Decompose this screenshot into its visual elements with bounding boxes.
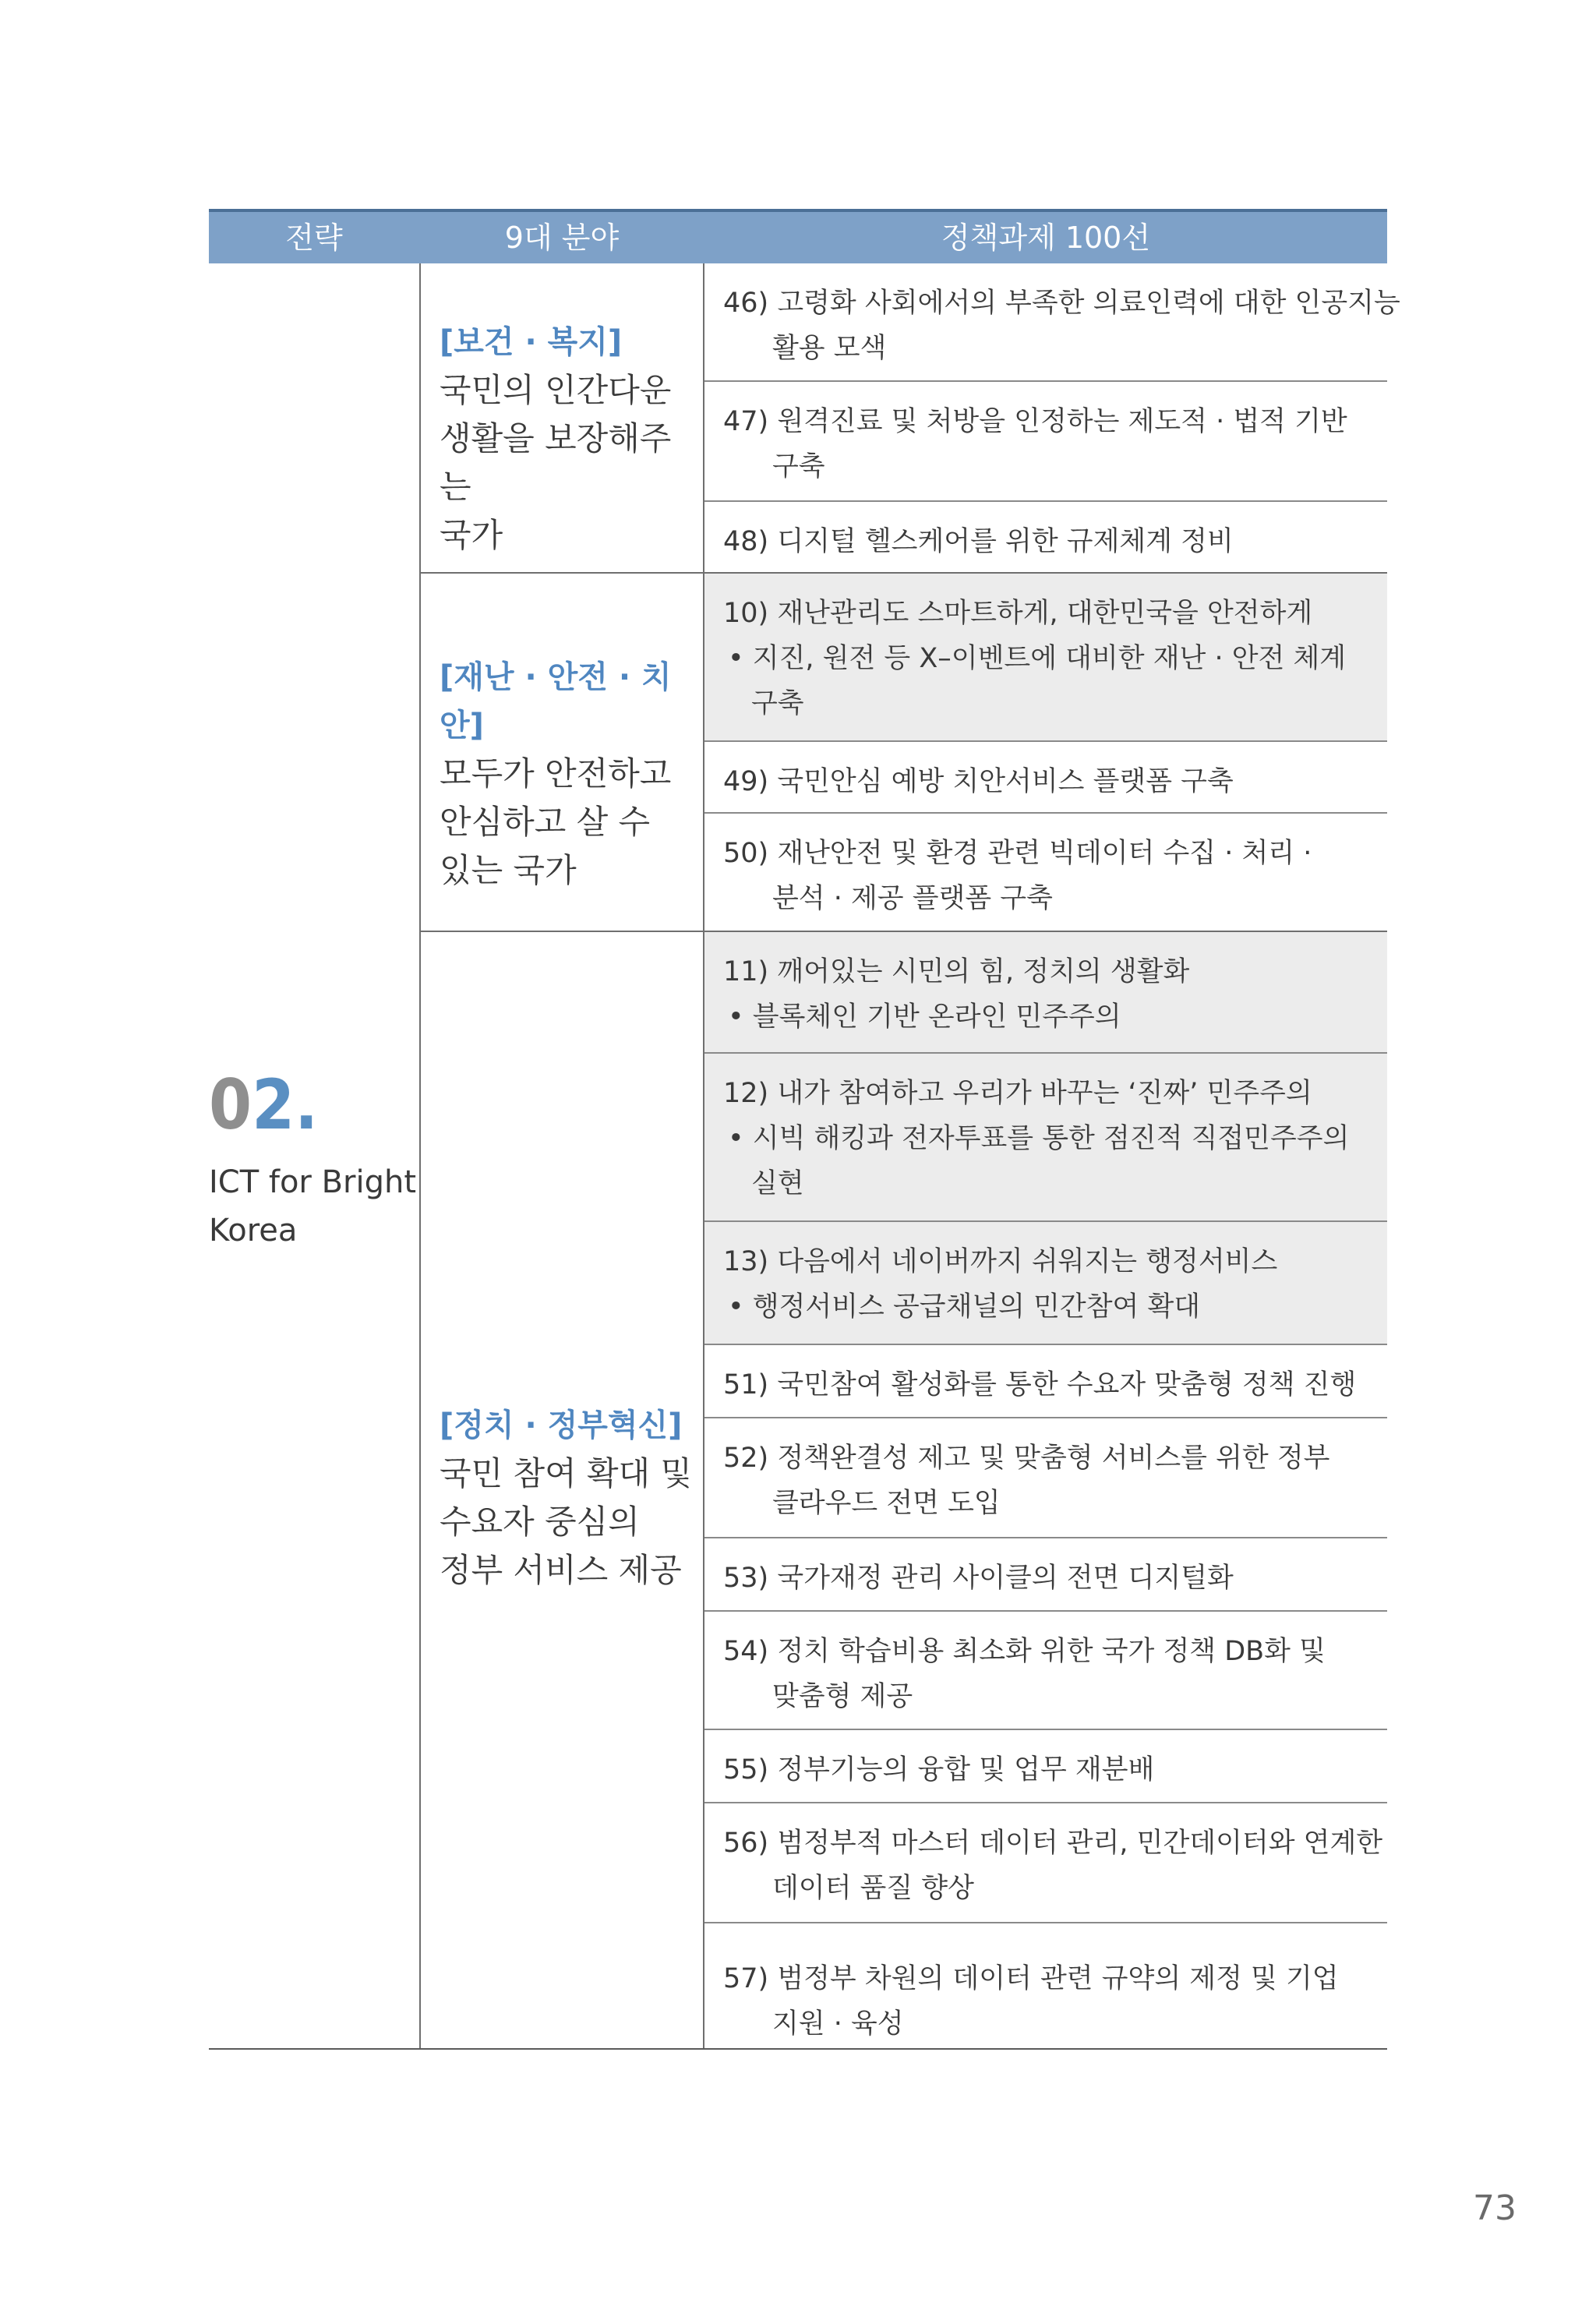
task-item: 57) 범정부 차원의 데이터 관련 규약의 제정 및 기업 지원 · 육성 xyxy=(723,1963,1339,2040)
task-item: 55) 정부기능의 융합 및 업무 재분배 xyxy=(723,1754,1155,1785)
field-desc-line: 수요자 중심의 xyxy=(440,1503,640,1541)
table-bottom-rule xyxy=(209,2048,1387,2050)
strategy-cell xyxy=(209,1066,419,1255)
field-politics-gov xyxy=(440,1401,701,1595)
header-strategy: 전략 xyxy=(285,221,343,255)
field-divider xyxy=(421,931,704,932)
task-item: 48) 디지털 헬스케어를 위한 규제체계 정비 xyxy=(723,526,1234,557)
field-desc-line: 안심하고 살 수 xyxy=(440,803,651,841)
task-item-highlighted: 13) 다음에서 네이버까지 쉬워지는 행정서비스 • 행정서비스 공급채널의 민간참여 확대 xyxy=(704,1222,1387,1344)
task-item: 52) 정책완결성 제고 및 맞춤형 서비스를 위한 정부 클라우드 전면 도입 xyxy=(723,1443,1330,1519)
column-divider xyxy=(419,263,421,2048)
task-item-highlighted: 10) 재난관리도 스마트하게, 대한민국을 안전하게 • 지진, 원전 등 X–이벤트에 대비한 재난 · 안전 체계 구축 xyxy=(704,574,1387,740)
field-title: [정치 · 정부혁신] xyxy=(440,1408,683,1443)
task-item: 56) 범정부적 마스터 데이터 관리, 민간데이터와 연계한 데이터 품질 향상 xyxy=(723,1828,1383,1904)
field-desc-line: 생활을 보장해주는 xyxy=(440,419,672,506)
task-item: 53) 국가재정 관리 사이클의 전면 디지털화 xyxy=(723,1563,1234,1594)
field-divider xyxy=(421,572,704,574)
header-fields: 9대 분야 xyxy=(504,221,620,255)
task-item: 51) 국민참여 활성화를 통한 수요자 맞춤형 정책 진행 xyxy=(723,1369,1357,1400)
task-item: 50) 재난안전 및 환경 관련 빅데이터 수집 · 처리 · 분석 · 제공 플랫폼 구축 xyxy=(723,838,1312,914)
field-desc-line: 국민 참여 확대 및 xyxy=(440,1454,693,1492)
page-number: 73 xyxy=(1473,2188,1517,2228)
task-item-highlighted: 11) 깨어있는 시민의 힘, 정치의 생활화 • 블록체인 기반 온라인 민주주의 xyxy=(704,932,1387,1052)
field-title: [재난 · 안전 · 치안] xyxy=(440,659,672,744)
field-desc-line: 국민의 인간다운 xyxy=(440,371,672,409)
strategy-number: 02. xyxy=(209,1065,319,1145)
field-disaster-safety xyxy=(440,653,701,895)
strategy-subtitle: ICT for Bright Korea xyxy=(209,1164,417,1249)
field-desc-line: 국가 xyxy=(440,516,503,554)
field-desc-line: 있는 국가 xyxy=(440,851,577,889)
task-item-highlighted: 12) 내가 참여하고 우리가 바꾸는 ‘진짜’ 민주주의 • 시빅 해킹과 전자투표를 통한 점진적 직접민주주의 실현 xyxy=(704,1054,1387,1220)
field-desc-line: 모두가 안전하고 xyxy=(440,754,672,793)
field-title: [보건 · 복지] xyxy=(440,324,623,360)
header-tasks: 정책과제 100선 xyxy=(941,221,1151,255)
task-item: 49) 국민안심 예방 치안서비스 플랫폼 구축 xyxy=(723,766,1234,797)
task-item: 47) 원격진료 및 처방을 인정하는 제도적 · 법적 기반 구축 xyxy=(723,406,1347,482)
task-item: 54) 정치 학습비용 최소화 위한 국가 정책 DB화 및 맞춤형 제공 xyxy=(723,1636,1326,1712)
field-desc-line: 정부 서비스 제공 xyxy=(440,1551,682,1589)
task-item: 46) 고령화 사회에서의 부족한 의료인력에 대한 인공지능 활용 모색 xyxy=(723,288,1400,364)
table-header xyxy=(209,209,1387,263)
field-health-welfare xyxy=(440,318,701,560)
